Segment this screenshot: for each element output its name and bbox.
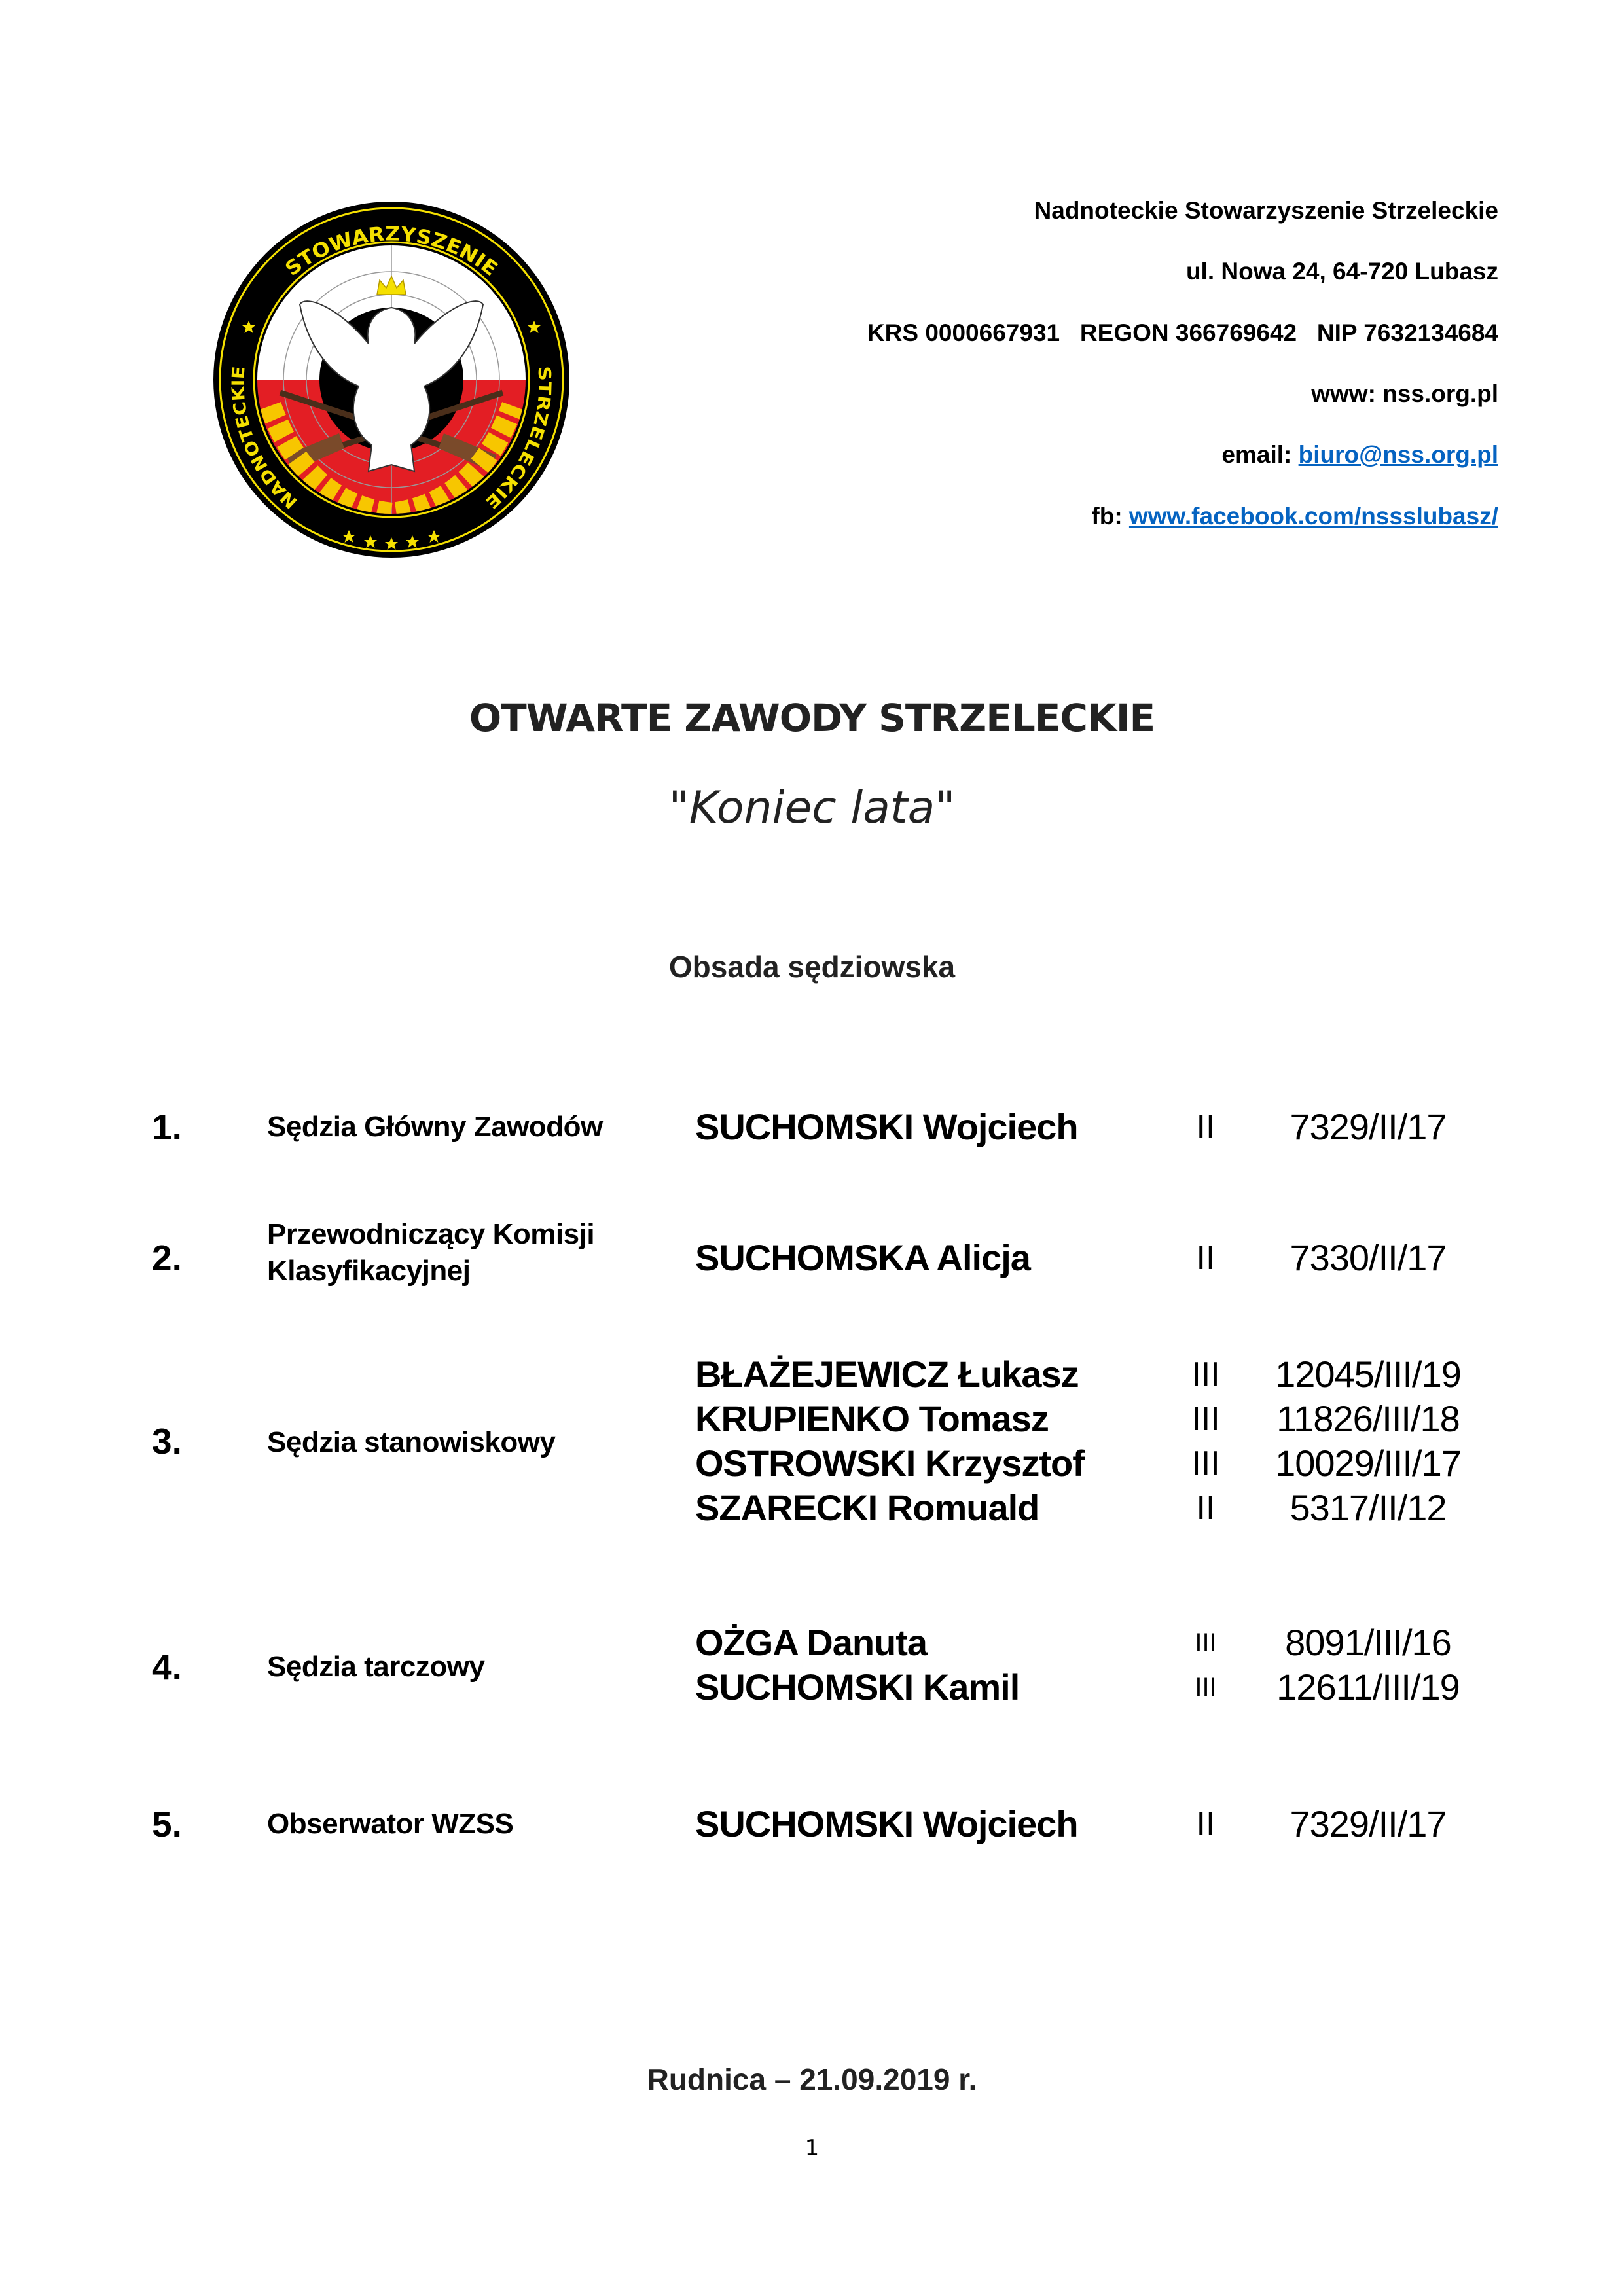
logo-text-right: STRZELECKIE — [482, 365, 554, 511]
org-email — [1221, 440, 1498, 469]
logo-text-left: NADNOTECKIE — [228, 367, 302, 512]
org-facebook — [1091, 502, 1498, 531]
email-link[interactable]: biuro@nss.org.pl — [1298, 441, 1498, 468]
judge-license: 10029/III/17 — [1275, 1443, 1461, 1484]
org-address: ul. Nowa 24, 64-720 Lubasz — [1185, 258, 1498, 285]
judge-license: 11826/III/18 — [1276, 1398, 1460, 1439]
judge-license: 7330/II/17 — [1290, 1237, 1447, 1278]
org-name: Nadnoteckie Stowarzyszenie Strzeleckie — [1034, 197, 1498, 224]
org-registry: KRS 0000667931 REGON 366769642 NIP 7632134684 — [867, 319, 1498, 346]
judge-name: SUCHOMSKI Wojciech — [695, 1803, 1078, 1844]
judge-role: Sędzia Główny Zawodów — [267, 1111, 603, 1143]
judge-license: 7329/II/17 — [1290, 1106, 1447, 1147]
document-title: OTWARTE ZAWODY STRZELECKIE — [469, 696, 1155, 740]
judge-name: SZARECKI Romuald — [695, 1487, 1039, 1528]
document-subtitle: "Koniec lata" — [668, 782, 956, 834]
judge-class: II — [1196, 1489, 1216, 1527]
judge-name: SUCHOMSKI Wojciech — [695, 1106, 1078, 1147]
place-date: Rudnica – 21.09.2019 r. — [647, 2062, 977, 2096]
judge-class: III — [1191, 1444, 1220, 1482]
judge-class: II — [1196, 1805, 1216, 1843]
judge-group-number: 1. — [152, 1107, 182, 1147]
judge-class: III — [1191, 1400, 1220, 1438]
page-number: 1 — [804, 2135, 820, 2161]
judge-license: 7329/II/17 — [1290, 1803, 1447, 1844]
email-label: email: — [1221, 441, 1299, 468]
nss-emblem-logo — [208, 196, 575, 563]
judge-role: Przewodniczący Komisji — [267, 1218, 595, 1250]
judge-name: SUCHOMSKI Kamil — [695, 1666, 1020, 1708]
judge-role: Sędzia stanowiskowy — [267, 1426, 556, 1458]
logo-text-top: STOWARZYSZENIE — [281, 223, 501, 281]
judge-class: III — [1195, 1673, 1217, 1702]
fb-label: fb: — [1091, 503, 1129, 529]
judge-license: 8091/III/16 — [1285, 1622, 1451, 1663]
judge-name: SUCHOMSKA Alicja — [695, 1237, 1030, 1278]
judge-name: OŻGA Danuta — [695, 1622, 928, 1663]
facebook-link[interactable]: www.facebook.com/nssslubasz/ — [1128, 503, 1498, 529]
judge-group-number: 4. — [152, 1647, 182, 1687]
judge-class: II — [1196, 1239, 1216, 1277]
judge-name: BŁAŻEJEWICZ Łukasz — [695, 1354, 1079, 1395]
judge-group-number: 5. — [152, 1804, 182, 1844]
judge-name: KRUPIENKO Tomasz — [695, 1398, 1049, 1439]
judge-name: OSTROWSKI Krzysztof — [695, 1443, 1084, 1484]
judge-class: II — [1196, 1108, 1216, 1146]
judge-role: Obserwator WZSS — [267, 1808, 514, 1840]
judge-role: Klasyfikacyjnej — [267, 1255, 471, 1287]
judge-class: III — [1191, 1355, 1220, 1393]
org-website: www: nss.org.pl — [1311, 380, 1498, 407]
judge-class: III — [1195, 1628, 1217, 1657]
judge-group-number: 3. — [152, 1421, 182, 1462]
section-heading: Obsada sędziowska — [668, 950, 956, 984]
judge-license: 12611/III/19 — [1276, 1666, 1460, 1708]
judge-license: 12045/III/19 — [1275, 1354, 1461, 1395]
judge-group-number: 2. — [152, 1238, 182, 1278]
judge-license: 5317/II/12 — [1290, 1487, 1447, 1528]
judge-role: Sędzia tarczowy — [267, 1651, 485, 1683]
